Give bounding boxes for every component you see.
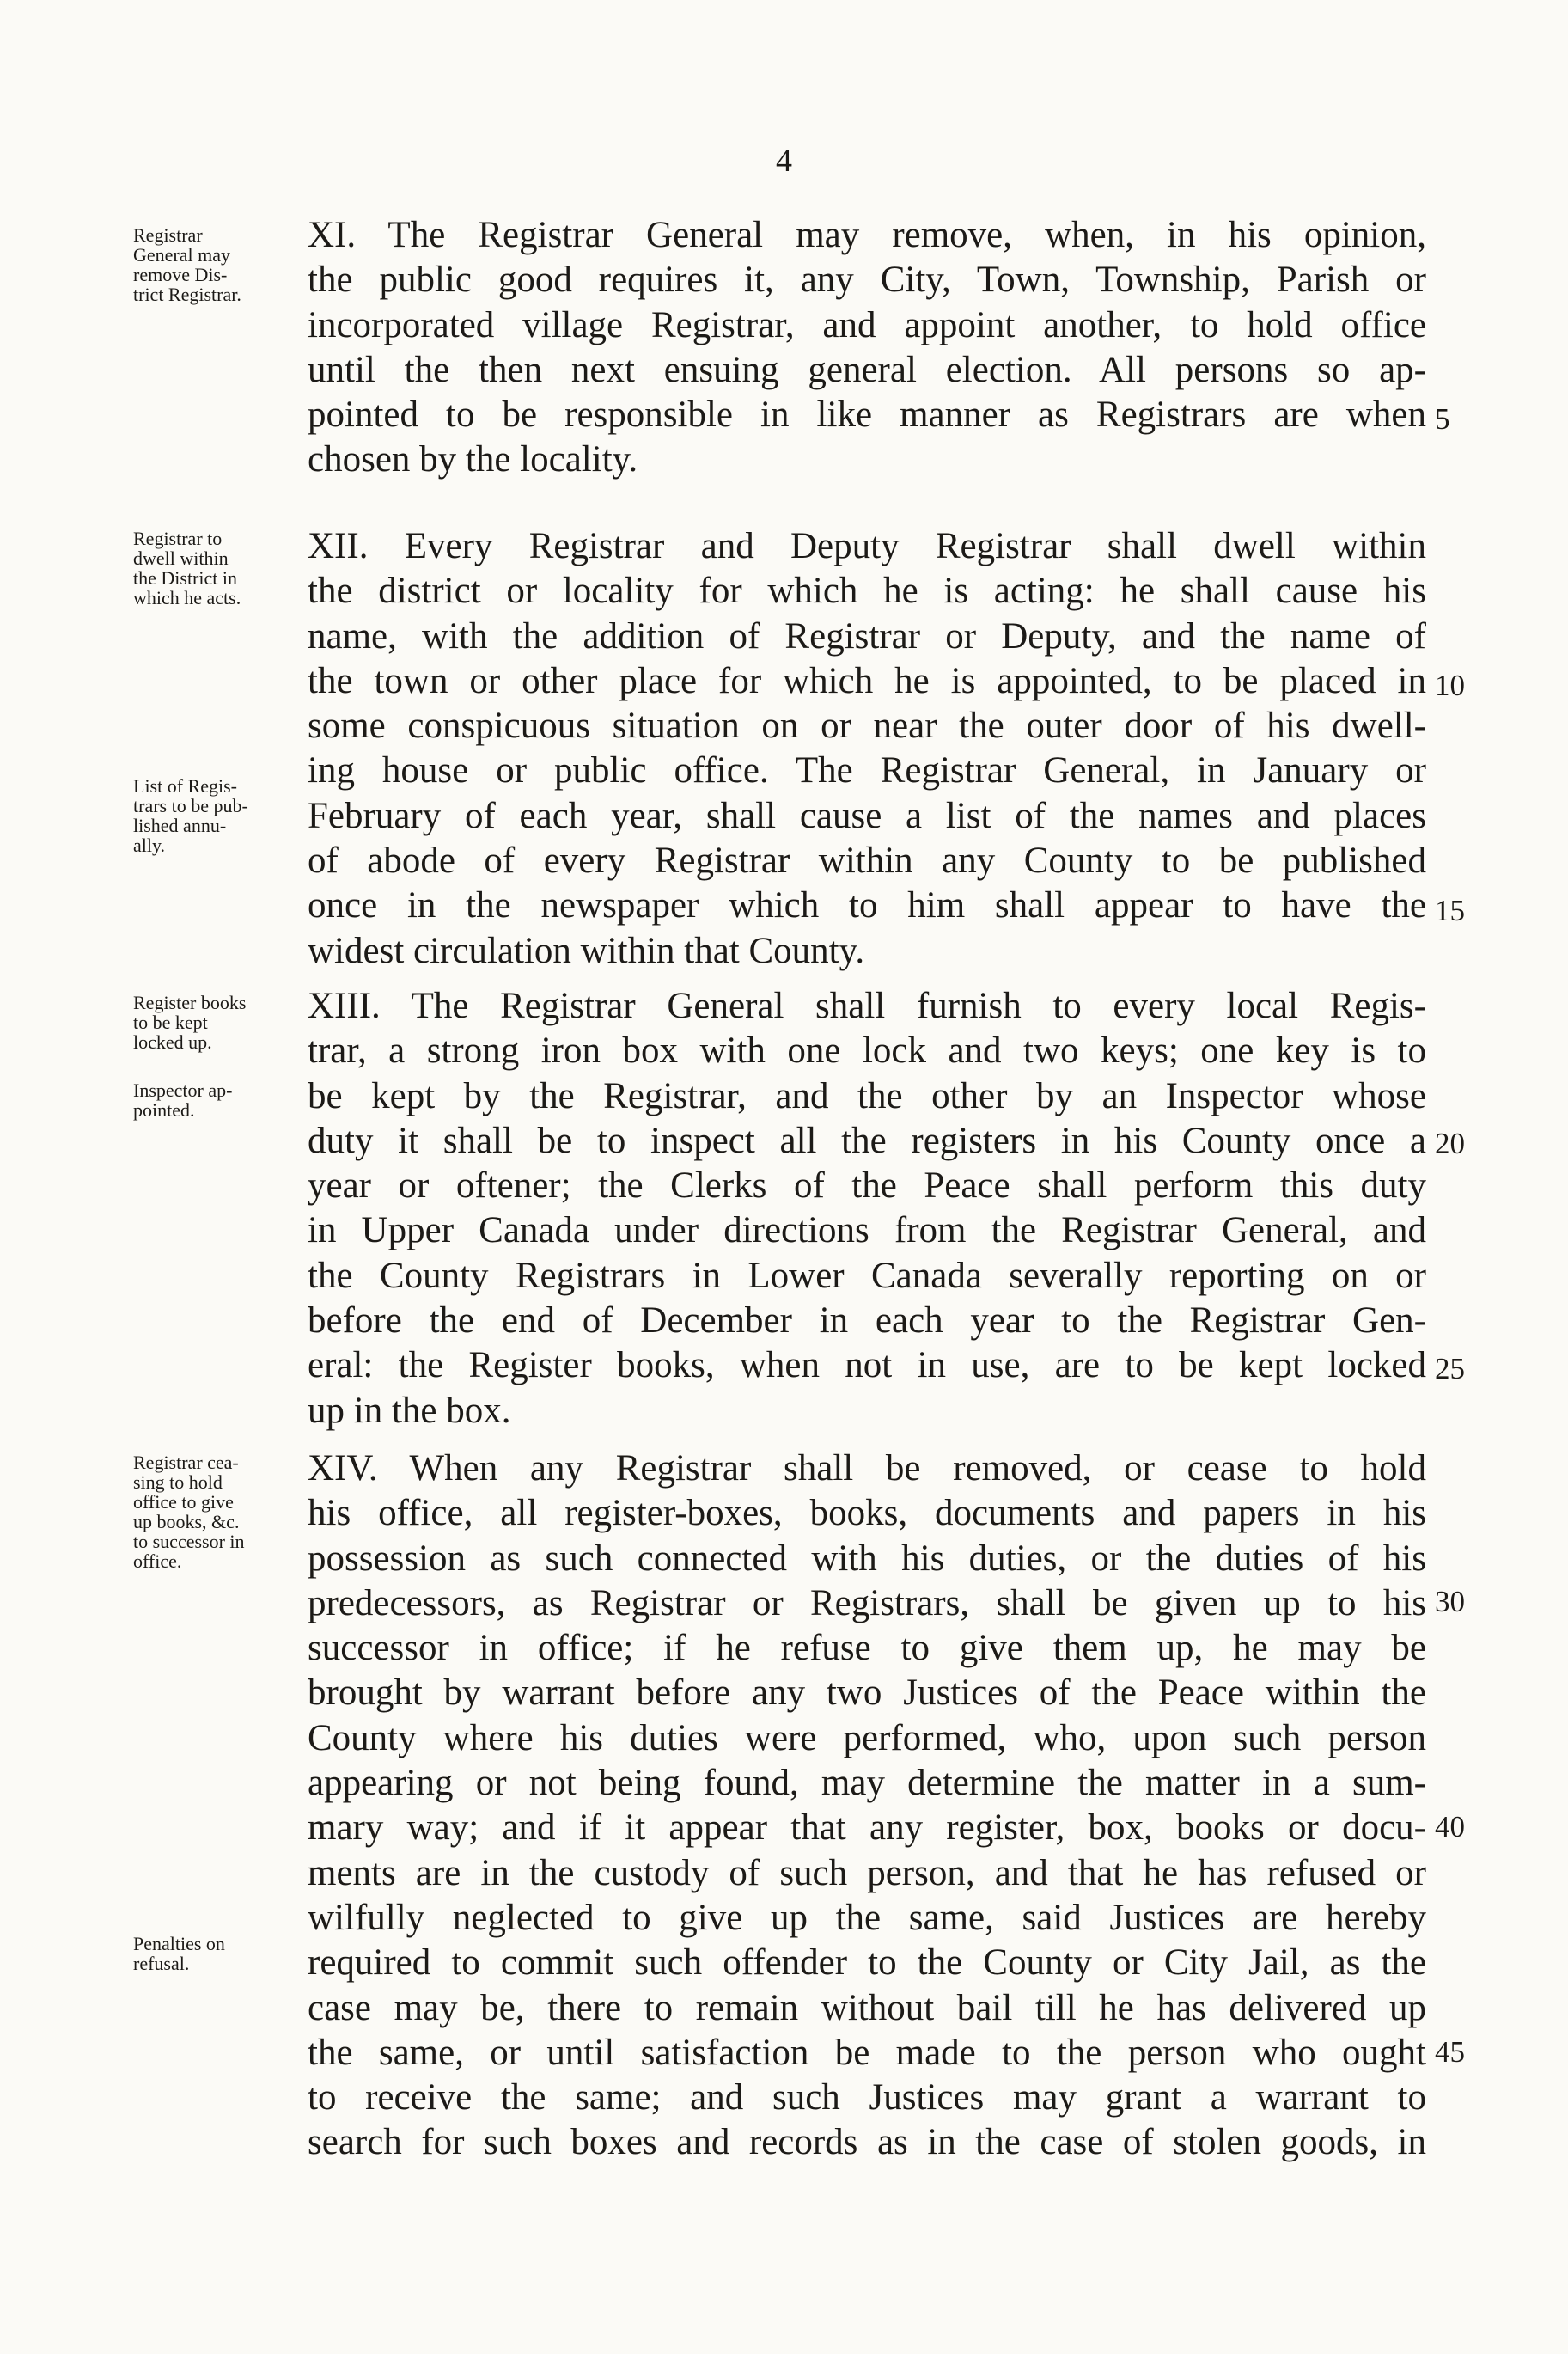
note-line: the District in xyxy=(133,567,237,589)
text-line: in Upper Canada under directions from the Registrar General, and xyxy=(308,1210,1426,1251)
text-line: February of each year, shall cause a list of the names and places xyxy=(308,795,1426,836)
note-line: Registrar xyxy=(133,224,203,246)
marginal-note xyxy=(133,776,284,855)
text-line: duty it shall be to inspect all the registers in his County once a xyxy=(308,1120,1426,1161)
text-line: the same, or until satisfaction be made to the person who ought xyxy=(308,2032,1426,2073)
note-line: office. xyxy=(133,1550,182,1572)
line-number: 20 xyxy=(1435,1127,1465,1160)
text-line: trar, a strong iron box with one lock and two keys; one key is to xyxy=(308,1030,1426,1072)
text-line: before the end of December in each year to the Registrar Gen- xyxy=(308,1300,1426,1342)
text-line: appearing or not being found, may determine the matter in a sum- xyxy=(308,1763,1426,1804)
text-line: XI. The Registrar General may remove, when, in his opinion, xyxy=(308,215,1426,255)
line-number: 25 xyxy=(1435,1352,1465,1385)
text-line: of abode of every Registrar within any County to be published xyxy=(308,841,1426,882)
text-line: name, with the addition of Registrar or Deputy, and the name of xyxy=(308,615,1426,657)
text-line: predecessors, as Registrar or Registrars, shall be given up to his xyxy=(308,1582,1426,1623)
text-line: pointed to be responsible in like manner as Registrars are when xyxy=(308,394,1426,436)
section-body xyxy=(308,524,1426,974)
text-line: some conspicuous situation on or near the outer door of his dwell- xyxy=(308,706,1426,747)
text-line: mary way; and if it appear that any register, box, books or docu- xyxy=(308,1807,1426,1849)
marginal-note xyxy=(133,529,284,608)
note-line: sing to hold xyxy=(133,1471,223,1493)
text-line: required to commit such offender to the County or City Jail, as the xyxy=(308,1942,1426,1984)
text-line: until the then next ensuing general election. All persons so ap- xyxy=(308,349,1426,390)
note-line: which he acts. xyxy=(133,587,241,608)
note-line: General may xyxy=(133,244,230,266)
text-line: search for such boxes and records as in the case of stolen goods, in xyxy=(308,2122,1426,2163)
text-line: chosen by the locality. xyxy=(308,439,638,480)
note-line: refusal. xyxy=(133,1953,190,1974)
text-line: ing house or public office. The Registrar General, in January or xyxy=(308,750,1426,792)
text-line: widest circulation within that County. xyxy=(308,930,865,971)
line-number: 5 xyxy=(1435,402,1450,436)
text-line: successor in office; if he refuse to give them up, he may be xyxy=(308,1628,1426,1669)
note-line: up books, &c. xyxy=(133,1511,240,1532)
text-line: incorporated village Registrar, and appoint another, to hold office xyxy=(308,304,1426,345)
text-line: eral: the Register books, when not in use, are to be kept locked xyxy=(308,1345,1426,1386)
section-body xyxy=(308,213,1426,483)
text-line: the County Registrars in Lower Canada severally reporting on or xyxy=(308,1255,1426,1296)
text-line: XIV. When any Registrar shall be removed, or cease to hold xyxy=(308,1448,1426,1489)
page-number: 4 xyxy=(776,143,792,179)
text-line: the public good requires it, any City, Town, Township, Parish or xyxy=(308,260,1426,301)
line-number: 10 xyxy=(1435,669,1465,702)
text-line: the district or locality for which he is acting: he shall cause his xyxy=(308,571,1426,612)
note-line: Penalties on xyxy=(133,1933,225,1954)
text-line: once in the newspaper which to him shall appear to have the xyxy=(308,885,1426,926)
note-line: to successor in xyxy=(133,1531,245,1552)
text-line: XII. Every Registrar and Deputy Registrar shall dwell within xyxy=(308,526,1426,566)
text-line: up in the box. xyxy=(308,1390,511,1431)
line-number: 15 xyxy=(1435,894,1465,927)
note-line: ally. xyxy=(133,835,166,856)
section-body xyxy=(308,1446,1426,2166)
text-line: case may be, there to remain without bail till he has delivered up xyxy=(308,1987,1426,2028)
note-line: to be kept xyxy=(133,1012,208,1033)
marginal-note xyxy=(133,1452,284,1571)
line-number: 40 xyxy=(1435,1810,1465,1843)
section-body xyxy=(308,984,1426,1434)
note-line: List of Regis- xyxy=(133,775,237,797)
marginal-note xyxy=(133,225,284,304)
line-number: 45 xyxy=(1435,2035,1465,2069)
text-line: brought by warrant before any two Justices of the Peace within the xyxy=(308,1672,1426,1714)
text-line: be kept by the Registrar, and the other by an Inspector whose xyxy=(308,1075,1426,1116)
marginal-note xyxy=(133,1080,284,1120)
note-line: Registrar cea- xyxy=(133,1452,239,1473)
line-number: 30 xyxy=(1435,1585,1465,1618)
text-line: year or oftener; the Clerks of the Peace shall perform this duty xyxy=(308,1165,1426,1207)
note-line: dwell within xyxy=(133,547,229,569)
text-line: possession as such connected with his duties, or the duties of his xyxy=(308,1538,1426,1579)
note-line: trict Registrar. xyxy=(133,284,241,305)
note-line: lished annu- xyxy=(133,815,227,836)
text-line: his office, all register-boxes, books, documents and papers in his xyxy=(308,1493,1426,1534)
text-line: County where his duties were performed, who, upon such person xyxy=(308,1717,1426,1758)
text-line: wilfully neglected to give up the same, said Justices are hereby xyxy=(308,1897,1426,1938)
note-line: office to give xyxy=(133,1491,234,1513)
note-line: Register books xyxy=(133,992,247,1013)
text-line: the town or other place for which he is appointed, to be placed in xyxy=(308,660,1426,701)
note-line: Inspector ap- xyxy=(133,1079,233,1101)
note-line: Registrar to xyxy=(133,528,223,549)
note-line: remove Dis- xyxy=(133,264,228,285)
text-line: XIII. The Registrar General shall furnish to every local Regis- xyxy=(308,986,1426,1026)
note-line: pointed. xyxy=(133,1099,195,1121)
note-line: locked up. xyxy=(133,1031,212,1053)
note-line: trars to be pub- xyxy=(133,795,248,816)
text-line: to receive the same; and such Justices may grant a warrant to xyxy=(308,2077,1426,2119)
text-line: ments are in the custody of such person, and that he has refused or xyxy=(308,1852,1426,1893)
marginal-note xyxy=(133,993,284,1052)
marginal-note xyxy=(133,1934,284,1973)
